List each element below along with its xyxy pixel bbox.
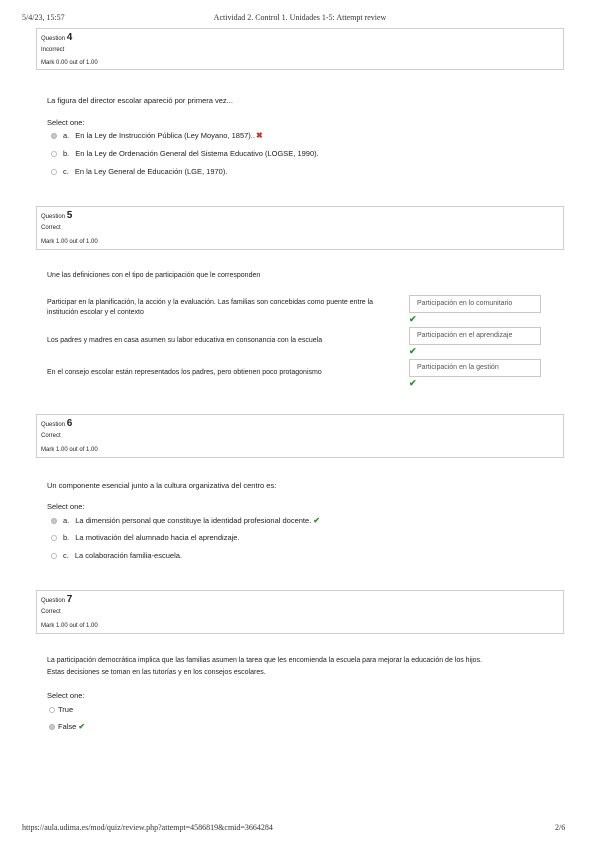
question-label: Question (41, 598, 66, 604)
question-number: 7 (66, 594, 73, 605)
question-7-info (36, 590, 564, 634)
question-mark: Mark 1.00 out of 1.00 (41, 623, 98, 629)
question-4-info (36, 28, 564, 70)
print-url: https://aula.udima.es/mod/quiz/review.php?attempt=4586819&cmid=3664284 (22, 823, 273, 832)
q4-option-b[interactable] (51, 149, 319, 158)
option-letter: c. (63, 551, 69, 560)
q6-option-a[interactable] (51, 516, 320, 525)
option-letter: b. (63, 533, 70, 542)
print-page-number: 2/6 (555, 823, 566, 832)
match-definition: Participar en la planificación, la acción y la evaluación. Las familias son concebidas como puente entre la institución escolar y el contexto (47, 299, 374, 316)
print-datetime: 5/4/23, 15:57 (22, 13, 65, 22)
q4-option-c[interactable] (51, 167, 227, 176)
question-6-heading (41, 418, 72, 429)
question-6-text: Un componente esencial junto a la cultura organizativa del centro es: (47, 481, 277, 490)
select-one-label: Select one: (47, 502, 85, 511)
option-letter: c. (63, 167, 69, 176)
match-answer-select[interactable]: Participación en lo comunitario (409, 295, 541, 313)
radio-icon[interactable] (49, 707, 55, 713)
correct-icon: ✔ (409, 314, 417, 324)
option-text: True (58, 705, 74, 714)
option-letter: a. (63, 131, 70, 140)
question-4-text: La figura del director escolar apareció por primera vez... (47, 96, 233, 105)
print-title: Actividad 2. Control 1. Unidades 1-5: Attempt review (213, 13, 387, 22)
question-4-heading (41, 32, 72, 43)
question-state: Correct (41, 225, 61, 231)
question-7-heading (41, 594, 72, 605)
option-text: En la Ley de Instrucción Pública (Ley Moyano, 1857).. (75, 131, 255, 140)
question-state: Correct (41, 433, 61, 439)
incorrect-icon: ✖ (255, 131, 263, 140)
option-text: En la Ley General de Educación (LGE, 1970). (74, 167, 228, 176)
question-number: 5 (66, 210, 73, 221)
q4-option-a[interactable] (51, 131, 263, 140)
radio-icon[interactable] (51, 133, 57, 139)
question-number: 6 (66, 418, 73, 429)
question-mark: Mark 0.00 out of 1.00 (41, 60, 98, 66)
radio-icon[interactable] (51, 518, 57, 524)
question-6-info (36, 414, 564, 458)
question-5-text: Une las definiciones con el tipo de participación que le corresponden (47, 272, 261, 279)
match-definition: Los padres y madres en casa asumen su labor educativa en consonancia con la escuela (47, 337, 323, 344)
question-state: Incorrect (41, 47, 65, 53)
question-5-info (36, 206, 564, 250)
option-text: La motivación del alumnado hacia el aprendizaje. (75, 533, 240, 542)
match-answer-select[interactable]: Participación en el aprendizaje (409, 327, 541, 345)
correct-icon: ✔ (409, 346, 417, 356)
question-label: Question (41, 422, 66, 428)
radio-icon[interactable] (51, 535, 57, 541)
q6-option-b[interactable] (51, 533, 240, 542)
select-one-label: Select one: (47, 691, 85, 700)
question-5-heading (41, 210, 72, 221)
option-text: La dimensión personal que constituye la identidad profesional docente. (75, 516, 312, 525)
option-text: La colaboración familia-escuela. (74, 551, 182, 560)
select-one-label: Select one: (47, 118, 85, 127)
question-7-text-line-2: Estas decisiones se toman en las tutorías y en los consejos escolares. (47, 669, 266, 676)
correct-icon: ✔ (313, 516, 320, 525)
q7-option-true[interactable] (49, 705, 73, 714)
q7-option-false[interactable] (49, 722, 85, 731)
question-7-text-line-1: La participación democrática implica que las familias asumen la tarea que les encomienda la escuela para mejorar la educación de los hijos. (47, 657, 483, 664)
radio-icon[interactable] (51, 151, 57, 157)
option-text: False (58, 722, 77, 731)
correct-icon: ✔ (409, 378, 417, 388)
correct-icon: ✔ (78, 722, 86, 731)
option-text: En la Ley de Ordenación General del Sistema Educativo (LOGSE, 1990). (75, 149, 319, 158)
q6-option-c[interactable] (51, 551, 182, 560)
radio-icon[interactable] (51, 553, 57, 559)
radio-icon[interactable] (51, 169, 57, 175)
radio-icon[interactable] (49, 724, 55, 730)
question-label: Question (41, 214, 66, 220)
question-mark: Mark 1.00 out of 1.00 (41, 239, 98, 245)
match-definition: En el consejo escolar están representados los padres, pero obtienen poco protagonismo (47, 369, 322, 376)
option-letter: b. (63, 149, 70, 158)
option-letter: a. (63, 516, 70, 525)
question-number: 4 (66, 32, 73, 43)
question-label: Question (41, 36, 66, 42)
question-mark: Mark 1.00 out of 1.00 (41, 447, 98, 453)
question-state: Correct (41, 609, 61, 615)
match-answer-select[interactable]: Participación en la gestión (409, 359, 541, 377)
